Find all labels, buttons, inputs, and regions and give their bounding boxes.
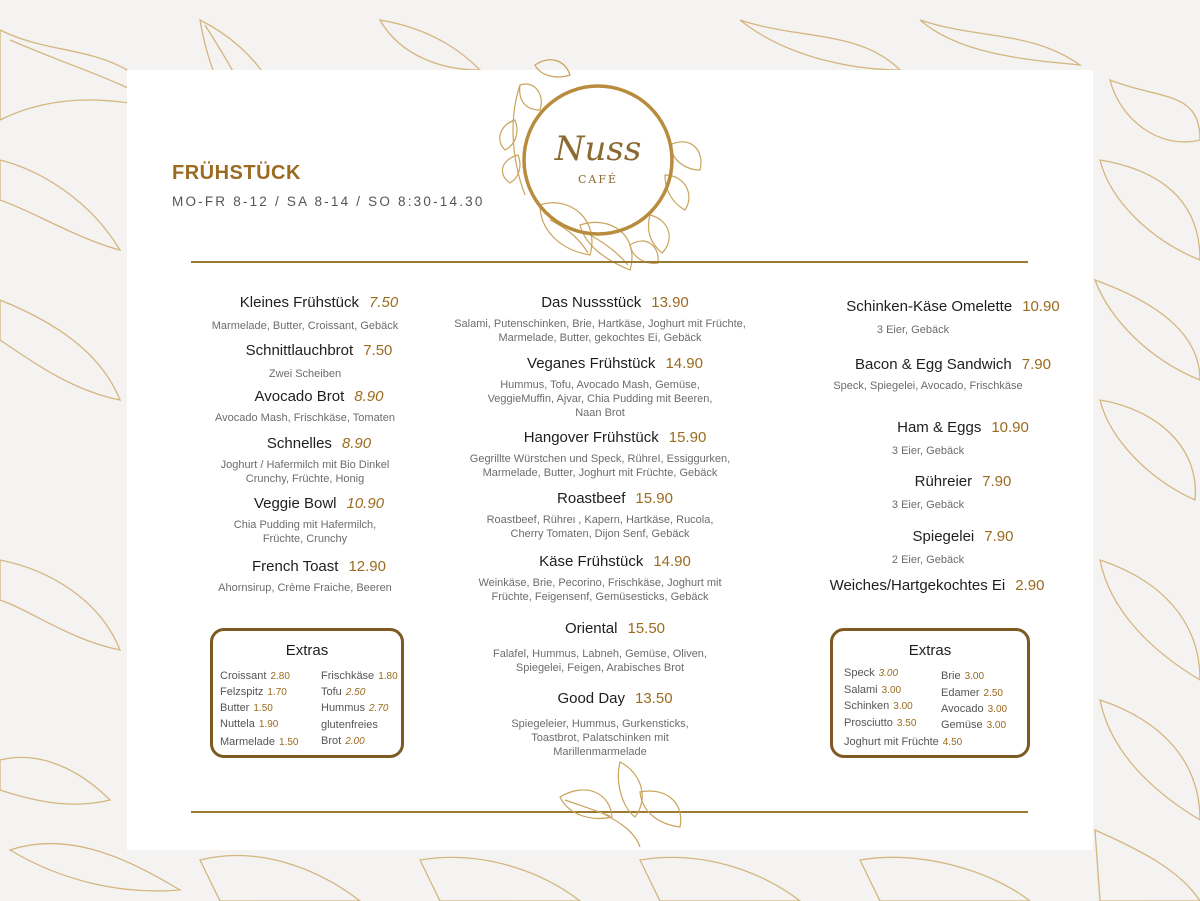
- item-description: 3 Eier, Gebäck: [891, 445, 965, 457]
- extra-item: Brie 3.00: [941, 670, 985, 682]
- item-description: Ahornsirup, Crème Fraiche, Beeren: [218, 582, 392, 594]
- item-price: 13.90: [651, 294, 689, 311]
- extra-item: Schinken 3.00: [844, 700, 913, 712]
- logo-script: Nuss: [554, 129, 642, 169]
- extra-item: glutenfreies: [321, 719, 378, 731]
- item-price: 8.90: [341, 435, 372, 452]
- item-price: 7.50: [369, 294, 399, 311]
- item-name: Käse Frühstück: [539, 553, 644, 570]
- item-price: 8.90: [354, 388, 384, 405]
- item-price: 15.90: [668, 429, 707, 446]
- extras-title: Extras: [908, 642, 952, 659]
- extra-item: Speck 3.00: [844, 667, 899, 679]
- item-price: 12.90: [348, 558, 386, 575]
- item-description: Joghurt / Hafermilch mit Bio Dinkel Crunchy, Früchte, Honig: [220, 459, 390, 485]
- item-name: Veganes Frühstück: [527, 355, 656, 372]
- item-description: 3 Eier, Gebäck: [891, 499, 965, 511]
- menu-item: [192, 435, 418, 486]
- extra-item: Edamer 2.50: [941, 687, 1003, 699]
- menu-item: [808, 577, 1078, 594]
- item-description: Falafel, Hummus, Labneh, Gemüse, Oliven, Spiegelei, Feigen, Arabisches Brot: [493, 648, 707, 674]
- menu-item: [192, 294, 418, 333]
- menu-item: [808, 356, 1078, 393]
- item-name: Kleines Frühstück: [239, 294, 359, 311]
- item-description: 2 Eier, Gebäck: [891, 554, 965, 566]
- menu-item: [450, 690, 750, 759]
- item-price: 7.90: [982, 473, 1012, 490]
- extra-item: Felzspitz 1.70: [220, 686, 287, 698]
- item-name: Rühreier: [914, 473, 973, 490]
- extra-item: Marmelade 1.50: [220, 736, 299, 748]
- item-price: 2.90: [1015, 577, 1045, 594]
- menu-item: [450, 553, 750, 604]
- top-divider: [191, 261, 1028, 263]
- item-name: French Toast: [252, 558, 339, 575]
- extra-item: Hummus 2.70: [321, 702, 389, 714]
- extras-title: Extras: [285, 642, 329, 659]
- extra-item: Croissant 2.80: [220, 670, 290, 682]
- item-price: 10.90: [346, 495, 385, 512]
- item-name: Das Nussstück: [541, 294, 642, 311]
- menu-item: [808, 298, 1078, 337]
- item-name: Weiches/Hartgekochtes Ei: [829, 577, 1006, 594]
- item-name: Bacon & Egg Sandwich: [855, 356, 1012, 373]
- item-description: Salami, Putenschinken, Brie, Hartkäse, Joghurt mit Früchte, Marmelade, Butter, gekochtes Ei, Gebäck: [454, 318, 746, 344]
- item-price: 10.90: [1022, 298, 1060, 315]
- menu-item: [808, 473, 1078, 512]
- extra-item: Nuttela 1.90: [220, 718, 279, 730]
- item-name: Veggie Bowl: [253, 495, 337, 512]
- extra-item: Brot 2.00: [321, 735, 365, 747]
- menu-item: [808, 528, 1078, 567]
- menu-item: [450, 355, 750, 420]
- extras-box-right: [830, 628, 1030, 758]
- menu-item: [450, 490, 750, 541]
- item-name: Ham & Eggs: [897, 419, 982, 436]
- item-name: Schnelles: [266, 435, 332, 452]
- item-description: Chia Pudding mit Hafermilch, Früchte, Crunchy: [233, 519, 377, 545]
- item-price: 14.90: [653, 553, 691, 570]
- logo-subtitle: CAFÉ: [577, 173, 619, 186]
- item-name: Roastbeef: [557, 490, 626, 507]
- item-description: 3 Eier, Gebäck: [876, 324, 950, 336]
- menu-item: [192, 342, 418, 381]
- item-price: 7.90: [1021, 356, 1051, 373]
- opening-hours: MO-FR 8-12 / SA 8-14 / SO 8:30-14.30: [172, 194, 485, 209]
- menu-title: FRÜHSTÜCK: [172, 162, 301, 184]
- bottom-leaf-ornament: [540, 752, 700, 847]
- item-name: Spiegelei: [912, 528, 975, 545]
- item-name: Good Day: [557, 690, 625, 707]
- extra-item: Joghurt mit Früchte 4.50: [844, 736, 963, 748]
- extra-item: Prosciutto 3.50: [844, 717, 917, 729]
- item-name: Schinken-Käse Omelette: [846, 298, 1013, 315]
- item-price: 7.50: [363, 342, 393, 359]
- menu-item: [192, 388, 418, 425]
- extra-item: Salami 3.00: [844, 684, 902, 696]
- menu-item: [450, 620, 750, 675]
- cafe-logo: [480, 45, 710, 290]
- item-description: Marmelade, Butter, Croissant, Gebäck: [211, 320, 399, 332]
- item-name: Schnittlauchbrot: [245, 342, 354, 359]
- item-description: Roastbeef, Rühreι , Kapern, Hartkäse, Rucola, Cherry Tomaten, Dijon Senf, Gebäck: [486, 514, 714, 540]
- item-description: Gegrillte Würstchen und Speck, RühreI, Essiggurken, Marmelade, Butter, Joghurt mit Früchte, Gebäck: [469, 453, 731, 479]
- menu-item: [808, 419, 1078, 458]
- item-description: Hummus, Tofu, Avocado Mash, Gemüse, VeggieMuffin, Ajvar, Chia Pudding mit Beeren, Naan Brot: [487, 379, 713, 419]
- item-description: Avocado Mash, Frischkäse, Tomaten: [215, 412, 395, 424]
- item-description: Spiegeleier, Hummus, Gurkensticks, Toastbrot, Palatschinken mit Marillenmarmelade: [511, 718, 689, 758]
- item-price: 13.50: [635, 690, 673, 707]
- item-name: Hangover Frühstück: [523, 429, 659, 446]
- item-description: Zwei Scheiben: [268, 368, 342, 380]
- item-name: Oriental: [564, 620, 618, 637]
- extra-item: Gemüse 3.00: [941, 719, 1007, 731]
- menu-item: [450, 294, 750, 345]
- extra-item: Tofu 2.50: [321, 686, 366, 698]
- item-price: 14.90: [665, 355, 703, 372]
- item-price: 15.50: [627, 620, 666, 637]
- item-price: 7.90: [984, 528, 1014, 545]
- item-price: 15.90: [635, 490, 673, 507]
- menu-item: [192, 558, 418, 595]
- extras-box-left: [210, 628, 404, 758]
- extra-item: Avocado 3.00: [941, 703, 1008, 715]
- menu-item: [192, 495, 418, 546]
- item-description: Weinkäse, Brie, Pecorino, Frischkäse, Joghurt mit Früchte, Feigensenf, Gemüsesticks, Gebäck: [478, 577, 722, 603]
- item-price: 10.90: [991, 419, 1029, 436]
- extra-item: Butter 1.50: [220, 702, 273, 714]
- extra-item: Frischkäse 1.80: [321, 670, 398, 682]
- item-name: Avocado Brot: [254, 388, 345, 405]
- menu-item: [450, 429, 750, 480]
- item-description: Speck, Spiegelei, Avocado, Frischkäse: [833, 380, 1023, 392]
